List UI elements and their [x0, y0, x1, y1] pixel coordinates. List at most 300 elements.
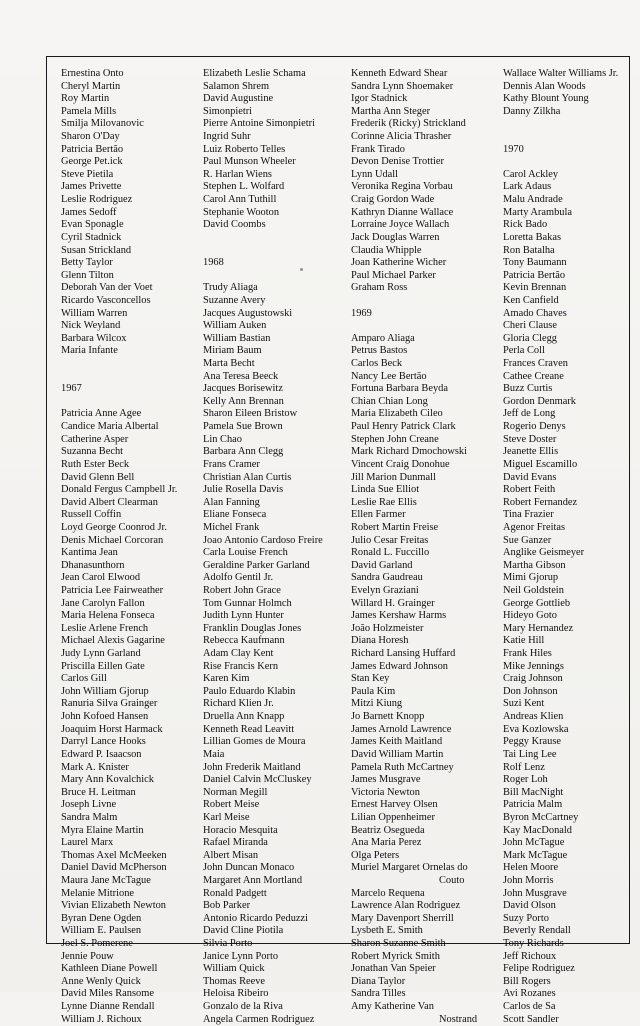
name-entry: R. Harlan Wiens	[203, 168, 272, 180]
name-entry: Jean Carol Elwood	[61, 572, 141, 584]
name-entry: Stan Key	[351, 673, 390, 685]
name-entry: Jonathan Van Speier	[351, 963, 436, 975]
name-entry: Joan Katherine Wicher	[351, 257, 447, 269]
name-entry: Lysbeth E. Smith	[351, 925, 423, 937]
name-entry: James Edward Johnson	[351, 660, 448, 672]
name-entry: Edward P. Isaacson	[61, 748, 142, 760]
name-entry: Roy Martin	[61, 93, 110, 105]
name-entry: David Olson	[503, 900, 556, 912]
name-entry: James Privette	[61, 181, 122, 193]
name-entry: Jacques Augustowski	[203, 307, 293, 319]
name-entry: Gonzalo de la Riva	[203, 1001, 283, 1013]
name-entry: Stephanie Wooton	[203, 206, 280, 218]
name-entry: William Bastian	[203, 332, 271, 344]
name-entry: Carol Ackley	[503, 168, 559, 180]
blank-line	[503, 131, 618, 144]
name-entry: Mark Richard Dmochowski	[351, 446, 468, 458]
name-entry: Druella Ann Knapp	[203, 711, 285, 723]
name-entry: Barbara Wilcox	[61, 332, 127, 344]
name-entry: Pamela Ruth McCartney	[351, 761, 454, 773]
name-entry: Scott Sandler	[503, 1013, 559, 1025]
name-entry: Suzanne Avery	[203, 294, 266, 306]
year-heading: 1968	[203, 257, 224, 269]
name-entry: Joseph Livne	[61, 799, 117, 811]
name-entry: Ana Maria Perez	[351, 837, 422, 849]
name-entry: Steve Pietila	[61, 168, 114, 180]
name-entry: Hideyo Goto	[503, 610, 557, 622]
name-entry: Leslie Arlene French	[61, 622, 149, 634]
name-entry: Patricia Bertão	[503, 269, 566, 281]
name-entry: Carlos Gill	[61, 673, 107, 685]
name-entry: Smilja Milovanovic	[61, 118, 144, 130]
name-entry: Robert John Grace	[203, 584, 281, 596]
name-entry: Ron Batalha	[503, 244, 555, 256]
name-entry: Mark McTague	[503, 849, 568, 861]
name-entry: Laurel Marx	[61, 837, 114, 849]
name-entry: Betty Taylor	[61, 257, 113, 269]
name-entry: Patricia Malm	[503, 799, 563, 811]
name-entry: Patricia Anne Agee	[61, 408, 142, 420]
name-entry: Beverly Rendall	[503, 925, 571, 937]
name-entry: Daniel David McPherson	[61, 862, 167, 874]
name-entry: Adolfo Gentil Jr.	[203, 572, 274, 584]
name-entry: Sue Ganzer	[503, 534, 552, 546]
name-entry: Perla Coll	[503, 345, 545, 357]
name-entry: Ricardo Vasconcellos	[61, 294, 151, 306]
name-entry: Evan Sponagle	[61, 219, 124, 231]
name-entry: Melanie Mitrione	[61, 887, 135, 899]
name-entry: Stephen John Creane	[351, 433, 439, 445]
name-entry: Cheri Clause	[503, 320, 557, 332]
name-entry: Paulo Eduardo Klabin	[203, 685, 296, 697]
name-entry: Albert Misan	[203, 849, 259, 861]
name-entry: James Arnold Lawrence	[351, 723, 452, 735]
name-entry: Don Johnson	[503, 685, 558, 697]
year-heading: 1967	[61, 383, 82, 395]
name-entry: Joao Antonio Cardoso Freire	[203, 534, 323, 546]
name-entry: Dhanasunthorn	[61, 559, 125, 571]
name-entry: Fortuna Barbara Beyda	[351, 383, 448, 395]
name-entry: Nick Weyland	[61, 320, 121, 332]
name-entry: Byran Dene Ogden	[61, 912, 142, 924]
name-entry: Lilian Oppenheimer	[351, 811, 435, 823]
name-entry: Pierre Antoine Simonpietri	[203, 118, 315, 130]
name-entry: Peggy Krause	[503, 736, 562, 748]
name-entry: Christian Alan Curtis	[203, 471, 292, 483]
blank-line	[61, 396, 177, 409]
name-entry: Leslie Rodriguez	[61, 194, 133, 206]
name-entry: Vivian Elizabeth Newton	[61, 900, 166, 912]
name-entry: Mark A. Knister	[61, 761, 129, 773]
name-entry: Amado Chaves	[503, 307, 567, 319]
name-entry: Wallace Walter Williams Jr.	[503, 68, 619, 79]
name-entry: William Warren	[61, 307, 128, 319]
name-entry: Franklin Douglas Jones	[203, 622, 302, 634]
name-entry: Ana Teresa Beeck	[203, 370, 279, 382]
name-entry: George Pet.ick	[61, 156, 123, 168]
name-entry: Suzanna Becht	[61, 446, 124, 458]
name-entry: Maia	[203, 748, 225, 760]
name-entry: Craig Johnson	[503, 673, 563, 685]
name-entry: Deborah Van der Voet	[61, 282, 153, 294]
name-entry: Leslie Rae Ellis	[351, 496, 417, 508]
name-entry: Graham Ross	[351, 282, 408, 294]
name-entry: Russell Coffin	[61, 509, 122, 521]
name-entry: Robert Fernandez	[503, 496, 578, 508]
name-entry: Miriam Baum	[203, 345, 262, 357]
name-entry: Claudia Whipple	[351, 244, 422, 256]
name-entry: Agenor Freitas	[503, 521, 566, 533]
name-entry: Rebecca Kaufmann	[203, 635, 285, 647]
name-entry: Eliane Fonseca	[203, 509, 267, 521]
name-entry: Marcelo Requena	[351, 887, 425, 899]
name-entry: Rolf Lenz	[503, 761, 545, 773]
name-entry: Evelyn Graziani	[351, 584, 419, 596]
name-entry: Jane Carolyn Fallon	[61, 597, 145, 609]
name-entry: Horacio Mesquita	[203, 824, 278, 836]
name-entry: James Keith Maitland	[351, 736, 443, 748]
name-entry: Bill MacNight	[503, 786, 564, 798]
blank-line	[203, 232, 323, 245]
name-entry: Kantima Jean	[61, 547, 118, 559]
name-entry: Loretta Bakas	[503, 231, 561, 243]
year-heading: 1969	[351, 307, 372, 319]
name-entry: Buzz Curtis	[503, 383, 553, 395]
name-entry: Michel Frank	[203, 521, 260, 533]
name-entry: Angela Carmen Rodriguez	[203, 1013, 315, 1025]
name-entry: Ellen Farmer	[351, 509, 406, 521]
name-entry: Craig Gordon Wade	[351, 194, 435, 206]
name-entry: John William Gjorup	[61, 685, 149, 697]
name-entry: Joaquim Horst Harmack	[61, 723, 163, 735]
year-heading: 1970	[503, 143, 524, 155]
name-entry: Susan Strickland	[61, 244, 132, 256]
name-entry: John Duncan Monaco	[203, 862, 295, 874]
name-entry: Ronald Padgett	[203, 887, 267, 899]
stray-mark	[300, 268, 303, 271]
name-entry: Gloria Clegg	[503, 332, 557, 344]
name-entry: David Garland	[351, 559, 413, 571]
name-entry: Adam Clay Kent	[203, 648, 274, 660]
name-entry: Martha Ann Steger	[351, 105, 431, 117]
blank-line	[203, 245, 323, 258]
name-entry: Frances Craven	[503, 358, 568, 370]
name-entry: Robert Meise	[203, 799, 260, 811]
name-entry: Richard Klien Jr.	[203, 698, 274, 710]
name-entry: James Musgrave	[351, 774, 421, 786]
name-entry: Tony Richards	[503, 938, 564, 950]
name-entry: Jeff de Long	[503, 408, 556, 420]
name-entry: Cathee Creane	[503, 370, 564, 382]
name-entry: Barbara Ann Clegg	[203, 446, 284, 458]
name-entry: Norman Megill	[203, 786, 268, 798]
name-entry: Robert Myrick Smith	[351, 950, 440, 962]
name-entry: Elizabeth Leslie Schama	[203, 68, 306, 79]
name-entry: Donald Fergus Campbell Jr.	[61, 484, 178, 496]
name-entry: Suzy Porto	[503, 912, 549, 924]
name-entry: Antonio Ricardo Peduzzi	[203, 912, 309, 924]
name-entry: Kathryn Dianne Wallace	[351, 206, 454, 218]
name-entry: William E. Paulsen	[61, 925, 142, 937]
name-entry: John Musgrave	[503, 887, 567, 899]
name-entry: Thomas Axel McMeeken	[61, 849, 167, 861]
name-entry: Couto	[439, 875, 465, 886]
name-entry: Daniel Calvin McCluskey	[203, 774, 312, 786]
name-entry: Bill Rogers	[503, 975, 551, 987]
name-entry: Tai Ling Lee	[503, 748, 557, 760]
name-entry: Maria Elizabeth Cileo	[351, 408, 443, 420]
name-entry: Beatriz Osegueda	[351, 824, 425, 836]
name-entry: Diana Taylor	[351, 975, 406, 987]
name-entry: Tony Baumann	[503, 257, 567, 269]
name-entry: Jacques Borisewitz	[203, 383, 283, 395]
name-entry: Maria Infante	[61, 345, 118, 357]
name-entry: William Quick	[203, 963, 265, 975]
name-entry: David William Martin	[351, 748, 444, 760]
name-entry: Kay MacDonald	[503, 824, 572, 836]
name-entry: Simonpietri	[203, 105, 253, 117]
column-2	[203, 68, 323, 1026]
name-entry: Carlos Beck	[351, 358, 403, 370]
column-1	[61, 68, 177, 1026]
name-entry: Jack Douglas Warren	[351, 231, 440, 243]
name-entry: James Sedoff	[61, 206, 117, 218]
name-entry: Marta Becht	[203, 358, 255, 370]
name-entry: Ranuria Silva Grainger	[61, 698, 158, 710]
name-entry: Diana Horesh	[351, 635, 409, 647]
name-entry: Kenneth Read Leavitt	[203, 723, 295, 735]
name-entry: Frederik (Ricky) Strickland	[351, 118, 466, 130]
name-entry: Julie Rosella Davis	[203, 484, 284, 496]
name-entry: Thomas Reeve	[203, 975, 266, 987]
name-entry: Lorraine Joyce Wallach	[351, 219, 450, 231]
name-entry: Lynn Udall	[351, 168, 399, 180]
name-entry: Luiz Roberto Telles	[203, 143, 286, 155]
name-entry: Maura Jane McTague	[61, 875, 151, 886]
name-entry: Devon Denise Trottier	[351, 156, 444, 168]
name-entry: Sharon Suzanne Smith	[351, 938, 446, 950]
name-entry: Heloisa Ribeiro	[203, 988, 269, 1000]
name-entry: Trudy Aliaga	[203, 282, 258, 294]
name-entry: Petrus Bastos	[351, 345, 408, 357]
name-entry: Gordon Denmark	[503, 395, 577, 407]
name-entry: Sandra Tilles	[351, 988, 406, 1000]
name-entry: Ingrid Suhr	[203, 131, 251, 143]
name-entry: Priscilla Eillen Gate	[61, 660, 145, 672]
name-entry: Robert Martin Freise	[351, 521, 439, 533]
name-entry: Anne Wenly Quick	[61, 975, 141, 987]
blank-line	[61, 358, 177, 371]
name-entry: Lin Chao	[203, 433, 242, 445]
name-entry: Mary Hernandez	[503, 622, 574, 634]
name-entry: Silvia Porto	[203, 938, 253, 950]
name-entry: Sharon Eileen Bristow	[203, 408, 298, 420]
name-entry: Byron McCartney	[503, 811, 579, 823]
name-entry: Ruth Ester Beck	[61, 458, 130, 470]
name-entry: Neil Goldstein	[503, 584, 564, 596]
blank-line	[503, 156, 618, 169]
name-entry: Corinne Alicia Thrasher	[351, 131, 452, 143]
name-entry: Carlos de Sa	[503, 1001, 556, 1013]
name-entry: Igor Stadnick	[351, 93, 408, 105]
name-entry: Richard Lansing Huffard	[351, 648, 456, 660]
name-entry: Ken Canfield	[503, 294, 559, 306]
blank-line	[351, 295, 477, 308]
name-entry: Vincent Craig Donohue	[351, 458, 450, 470]
name-entry: Suzi Kent	[503, 698, 545, 710]
name-entry: Dennis Alan Woods	[503, 80, 586, 92]
names-frame	[46, 56, 630, 1025]
name-entry: Darryl Lance Hooks	[61, 736, 146, 748]
blank-line	[61, 371, 177, 384]
name-entry: Stephen L. Wolfard	[203, 181, 285, 193]
name-entry: Anglike Geismeyer	[503, 547, 585, 559]
name-entry: Nostrand	[439, 1013, 478, 1025]
name-entry: Kenneth Edward Shear	[351, 68, 448, 79]
name-entry: Karen Kim	[203, 673, 250, 685]
name-entry: Mimi Gjorup	[503, 572, 559, 584]
name-entry: Frans Cramer	[203, 458, 260, 470]
name-entry: Lynne Dianne Rendall	[61, 1001, 155, 1013]
name-entry: Bruce H. Leitman	[61, 786, 136, 798]
name-entry: George Gottlieb	[503, 597, 571, 609]
name-entry: Cheryl Martin	[61, 80, 121, 92]
name-entry: David Coombs	[203, 219, 266, 231]
name-entry: David Cline Piotila	[203, 925, 284, 937]
name-entry: Julio Cesar Freitas	[351, 534, 429, 546]
name-entry: Glenn Tilton	[61, 269, 114, 281]
name-entry: Margaret Ann Mortland	[203, 875, 303, 886]
name-entry: Catherine Asper	[61, 433, 129, 445]
blank-line	[503, 118, 618, 131]
name-entry: Michael Alexis Gagarine	[61, 635, 165, 647]
name-entry: Mitzi Kiung	[351, 698, 403, 710]
name-entry: Jill Marion Dunmall	[351, 471, 436, 483]
name-entry: Jennie Pouw	[61, 950, 114, 962]
name-entry: Patricia Lee Fairweather	[61, 584, 164, 596]
name-entry: Ronald L. Fuccillo	[351, 547, 430, 559]
column-3	[351, 68, 477, 1026]
name-entry: Steve Doster	[503, 433, 557, 445]
name-entry: Robert Feith	[503, 484, 556, 496]
name-entry: Eva Kozlowska	[503, 723, 569, 735]
name-entry: Geraldine Parker Garland	[203, 559, 310, 571]
name-entry: William Auken	[203, 320, 267, 332]
name-entry: Rafael Miranda	[203, 837, 268, 849]
name-entry: Janice Lynn Porto	[203, 950, 279, 962]
name-entry: Lillian Gomes de Moura	[203, 736, 306, 748]
column-4	[503, 68, 618, 1026]
name-entry: Denis Michael Corcoran	[61, 534, 164, 546]
name-entry: Paula Kim	[351, 685, 396, 697]
name-entry: Sharon O'Day	[61, 131, 120, 143]
name-entry: Kathleen Diane Powell	[61, 963, 158, 975]
name-entry: Joel S. Pomerene	[61, 938, 133, 950]
name-entry: Chian Chian Long	[351, 395, 428, 407]
name-entry: John Kofoed Hansen	[61, 711, 149, 723]
name-entry: Carol Ann Tuthill	[203, 194, 277, 206]
name-entry: Linda Sue Elliot	[351, 484, 420, 496]
name-entry: William J. Richoux	[61, 1013, 142, 1025]
name-entry: Lark Adaus	[503, 181, 552, 193]
name-entry: Willard H. Grainger	[351, 597, 435, 609]
name-entry: Rogerio Denys	[503, 421, 566, 433]
name-entry: Katie Hill	[503, 635, 545, 647]
name-entry: Candice Maria Albertal	[61, 421, 159, 433]
name-entry: Veronika Regina Vorbau	[351, 181, 453, 193]
name-entry: Myra Elaine Martin	[61, 824, 144, 836]
name-entry: John Morris	[503, 875, 554, 886]
name-entry: Muriel Margaret Ornelas do	[351, 862, 468, 874]
name-entry: David Evans	[503, 471, 557, 483]
name-entry: Pamela Mills	[61, 105, 117, 117]
name-entry: Martha Gibson	[503, 559, 566, 571]
name-entry: Ernest Harvey Olsen	[351, 799, 438, 811]
name-entry: Amparo Aliaga	[351, 332, 415, 344]
name-entry: Kelly Ann Brennan	[203, 395, 284, 407]
name-entry: Bob Parker	[203, 900, 251, 912]
name-entry: Salamon Shrem	[203, 80, 270, 92]
name-entry: Felipe Rodriguez	[503, 963, 575, 975]
name-entry: Kathy Blount Young	[503, 93, 589, 105]
name-entry: David Albert Clearman	[61, 496, 158, 508]
name-entry: Olga Peters	[351, 849, 400, 861]
name-entry: Pamela Sue Brown	[203, 421, 283, 433]
name-entry: Carla Louise French	[203, 547, 288, 559]
name-entry: Tom Gunnar Holmch	[203, 597, 292, 609]
name-entry: Jeff Richoux	[503, 950, 557, 962]
name-entry: Jeanette Ellis	[503, 446, 559, 458]
name-entry: Ernestina Onto	[61, 68, 124, 79]
name-entry: Jo Barnett Knopp	[351, 711, 425, 723]
name-entry: Loyd George Coonrod Jr.	[61, 521, 168, 533]
name-entry: Marty Arambula	[503, 206, 572, 218]
name-entry: Sandra Gaudreau	[351, 572, 423, 584]
name-entry: Tina Frazier	[503, 509, 554, 521]
blank-line	[203, 270, 323, 283]
name-entry: Amy Katherine Van	[351, 1001, 434, 1013]
name-entry: Judith Lynn Hunter	[203, 610, 284, 622]
name-entry: James Kershaw Harms	[351, 610, 447, 622]
name-entry: David Augustine	[203, 93, 274, 105]
name-entry: Rick Bado	[503, 219, 548, 231]
name-entry: John Frederik Maitland	[203, 761, 301, 773]
name-entry: Nancy Lee Bertão	[351, 370, 427, 382]
name-entry: Lawrence Alan Rodriguez	[351, 900, 461, 912]
name-entry: Karl Meise	[203, 811, 250, 823]
blank-line	[351, 320, 477, 333]
name-entry: Miguel Escamillo	[503, 458, 578, 470]
name-entry: Alan Fanning	[203, 496, 260, 508]
name-entry: Frank Tirado	[351, 143, 405, 155]
name-entry: Frank Hiles	[503, 648, 552, 660]
name-entry: Mary Ann Kovalchick	[61, 774, 154, 786]
name-entry: Rise Francis Kern	[203, 660, 279, 672]
name-entry: Paul Henry Patrick Clark	[351, 421, 456, 433]
name-entry: Victoria Newton	[351, 786, 420, 798]
name-entry: Paul Michael Parker	[351, 269, 436, 281]
name-entry: David Glenn Bell	[61, 471, 135, 483]
name-entry: Cyril Stadnick	[61, 231, 122, 243]
name-entry: Danny Zilkha	[503, 105, 561, 117]
name-entry: Sandra Malm	[61, 811, 118, 823]
name-entry: David Miles Ransome	[61, 988, 154, 1000]
name-entry: Roger Loh	[503, 774, 548, 786]
name-entry: Sandra Lynn Shoemaker	[351, 80, 454, 92]
name-entry: Patricia Bertão	[61, 143, 124, 155]
name-entry: Malu Andrade	[503, 194, 563, 206]
name-entry: Paul Munson Wheeler	[203, 156, 296, 168]
